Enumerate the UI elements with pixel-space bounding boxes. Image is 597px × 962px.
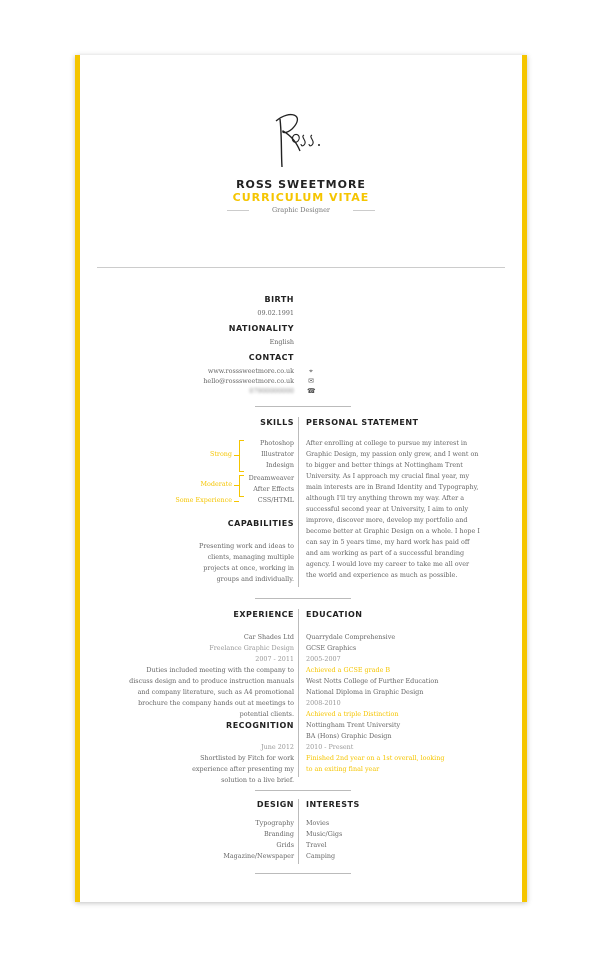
- education-course-3: BA (Hons) Graphic Design: [306, 732, 392, 740]
- strong-tick: [234, 455, 239, 456]
- capabilities-text: Presenting work and ideas to clients, managing multiple projects at once, working in groups and individually.: [199, 542, 294, 583]
- cv-page: [75, 55, 527, 902]
- some-experience-tick: [234, 501, 239, 502]
- recognition-text: Shortlisted by Fitch for work experience after presenting my solution to a live brief.: [192, 754, 294, 784]
- recognition-date: June 2012: [261, 743, 294, 751]
- design-item: Magazine/Newspaper: [223, 852, 294, 860]
- experience-company: Car Shades Ltd: [243, 633, 294, 641]
- education-course-1: GCSE Graphics: [306, 644, 357, 652]
- envelope-icon: ✉: [308, 377, 314, 385]
- section-divider-1: [255, 406, 351, 407]
- design-item: Branding: [263, 830, 294, 838]
- interest-item: Camping: [306, 852, 336, 860]
- nationality-value: English: [269, 338, 294, 346]
- contact-heading: CONTACT: [248, 353, 294, 362]
- cv-title: CURRICULUM VITAE: [232, 191, 370, 204]
- statement-heading: PERSONAL STATEMENT: [306, 418, 419, 427]
- nationality-heading: NATIONALITY: [228, 324, 294, 333]
- skill-indesign: Indesign: [265, 461, 294, 469]
- statement-text: After enrolling at college to pursue my interest in Graphic Design, my passion only grew, and I went on to bigger and better things at Nottingham Trent University. As I approach my crucial final year, my main interests are in Brand Identity and Typography, although I'll try anything thrown my way. After a successful second year at University, I aim to only improve, discover more, develop my portfolio and become better at Graphic Design on a whole. I hope I can say in 5 years time, my hard work has paid off and am working as part of a successful branding agency. I would love my career to take me all over the world and experience as much as possible.: [306, 439, 480, 579]
- phone-icon: ☎: [307, 387, 316, 395]
- experience-heading: EXPERIENCE: [233, 610, 294, 619]
- capabilities-heading: CAPABILITIES: [227, 519, 294, 528]
- education-result-1: Achieved a GCSE grade B: [306, 666, 391, 674]
- education-school-1: Quarrydale Comprehensive: [306, 633, 396, 641]
- job-role: Graphic Designer: [271, 206, 331, 214]
- section-divider-3: [255, 790, 351, 791]
- full-name: ROSS SWEETMORE: [236, 178, 366, 191]
- interest-item: Music/Gigs: [306, 830, 343, 838]
- birth-heading: BIRTH: [264, 295, 294, 304]
- recognition-heading: RECOGNITION: [226, 721, 294, 730]
- skill-css-html: CSS/HTML: [257, 496, 294, 504]
- skill-after-effects: After Effects: [253, 485, 294, 493]
- section-divider-4: [255, 873, 351, 874]
- education-dates-3: 2010 - Present: [306, 743, 354, 751]
- strong-bracket: [239, 440, 244, 472]
- design-item: Grids: [276, 841, 294, 849]
- contact-phone: 07900000000: [249, 387, 294, 395]
- education-dates-2: 2008-2010: [306, 699, 341, 707]
- moderate-bracket: [239, 475, 244, 497]
- signature-logo: [270, 107, 326, 169]
- skill-dreamweaver: Dreamweaver: [248, 474, 294, 482]
- birth-date: 09.02.1991: [257, 309, 294, 317]
- experience-position: Freelance Graphic Design: [209, 644, 294, 652]
- contact-email[interactable]: hello@rosssweetmore.co.uk: [203, 377, 294, 385]
- experience-dates: 2007 - 2011: [255, 655, 294, 663]
- mouse-icon: ⌖: [309, 367, 313, 375]
- column-divider-1: [298, 417, 299, 587]
- section-divider-2: [255, 598, 351, 599]
- education-school-2: West Notts College of Further Education: [306, 677, 439, 685]
- skills-heading: SKILLS: [260, 418, 294, 427]
- moderate-tick: [234, 485, 239, 486]
- level-some-experience: Some Experience: [175, 496, 232, 504]
- education-result-3a: Finished 2nd year on a 1st overall, looking: [306, 754, 445, 762]
- level-moderate: Moderate: [200, 480, 232, 488]
- education-heading: EDUCATION: [306, 610, 363, 619]
- experience-description: Duties included meeting with the company to discuss design and to produce instruction manuals and company literature, such as A4 promotional brochure the company hands out at meetings to potential clients.: [129, 666, 294, 718]
- interest-item: Movies: [306, 819, 330, 827]
- level-strong: Strong: [209, 450, 232, 458]
- column-divider-3: [298, 799, 299, 864]
- education-school-3: Nottingham Trent University: [306, 721, 401, 729]
- design-heading: DESIGN: [256, 800, 294, 809]
- interest-item: Travel: [306, 841, 327, 849]
- role-divider-right: [353, 210, 375, 211]
- education-dates-1: 2005-2007: [306, 655, 341, 663]
- education-course-2: National Diploma in Graphic Design: [306, 688, 424, 696]
- education-result-3b: to an exiting final year: [306, 765, 380, 773]
- skill-photoshop: Photoshop: [259, 439, 294, 447]
- contact-website[interactable]: www.rosssweetmore.co.uk: [207, 367, 294, 375]
- header-divider: [97, 267, 505, 268]
- interests-heading: INTERESTS: [306, 800, 360, 809]
- design-item: Typography: [255, 819, 294, 827]
- skill-illustrator: Illustrator: [261, 450, 294, 458]
- column-divider-2: [298, 609, 299, 777]
- education-result-2: Achieved a triple Distinction: [306, 710, 399, 718]
